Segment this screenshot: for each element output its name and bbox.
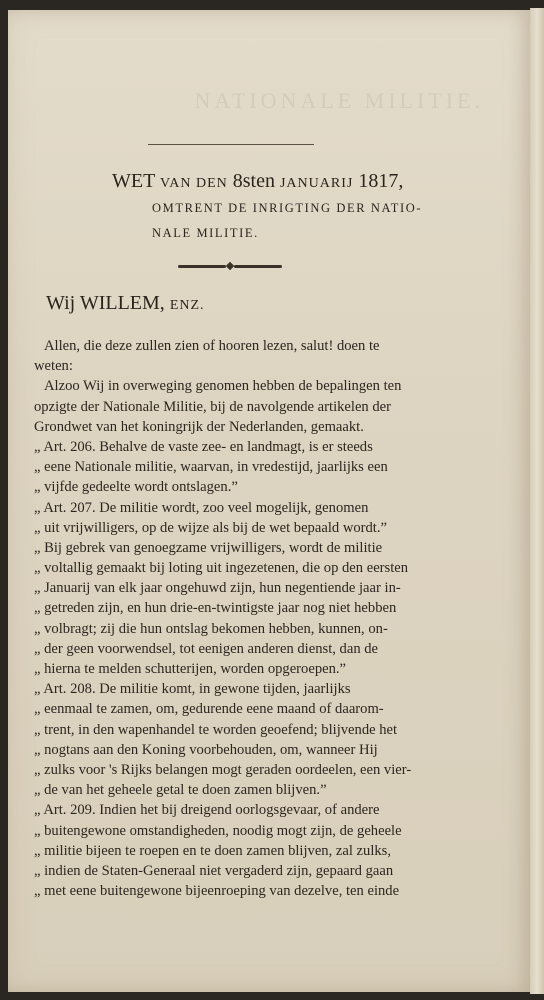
text-line: „ uit vrijwilligers, op de wijze als bij de wet bepaald wordt.”: [34, 519, 387, 536]
text-line: „ indien de Staten-Generaal niet vergaderd zijn, gepaard gaan: [34, 862, 394, 879]
text-line: Allen, die deze zullen zien of hooren lezen, salut! doen te: [44, 338, 380, 354]
body-text: [34, 336, 504, 901]
text-line: „ eene Nationale militie, waarvan, in vredestijd, jaarlijks een: [34, 459, 388, 476]
ornament-divider: [178, 263, 282, 269]
heading-enz: ENZ.: [169, 298, 205, 313]
text-line: „ eenmaal te zamen, om, gedurende eene maand of daarom-: [34, 701, 384, 718]
bleed-through-text: NATIONALE MILITIE.: [194, 88, 484, 113]
text-line: „ volbragt; zij die hun ontslag bekomen hebben, kunnen, on-: [34, 620, 388, 637]
text-line: „ Bij gebrek van genoegzame vrijwilligers, wordt de militie: [34, 539, 383, 556]
text-line: „ militie bijeen te roepen en te doen zamen blijven, zal zulks,: [34, 842, 392, 859]
title-line-1: [112, 170, 442, 193]
text-line: „ trent, in den wapenhandel te worden geoefend; blijvende het: [34, 721, 398, 738]
text-line: „ Art. 208. De militie komt, in gewone tijden, jaarlijks: [34, 681, 351, 698]
text-line: „ vijfde gedeelte wordt ontslagen.”: [34, 479, 238, 496]
text-line: „ Art. 207. De militie wordt, zoo veel mogelijk, genomen: [34, 499, 369, 516]
text-line: „ met eene buitengewone bijeenroeping van dezelve, ten einde: [34, 883, 400, 900]
text-line: „ buitengewone omstandigheden, noodig mogt zijn, de geheele: [34, 822, 402, 839]
text-line: Alzoo Wij in overweging genomen hebben de bepalingen ten: [44, 378, 402, 395]
text-line: „ voltallig gemaakt bij loting uit ingezetenen, die op den eersten: [34, 560, 409, 577]
proclamation-heading: [46, 292, 205, 315]
text-line: „ nogtans aan den Koning voorbehouden, om, wanneer Hij: [34, 741, 378, 758]
text-line: „ hierna te melden schutterijen, worden opgeroepen.”: [34, 661, 347, 677]
text-line: „ zulks voor 's Rijks belangen mogt geraden oordeelen, een vier-: [34, 761, 412, 778]
text-line: „ Art. 209. Indien het bij dreigend oorlogsgevaar, of andere: [34, 802, 380, 819]
text-line: „ getreden zijn, en hun drie-en-twintigste jaar nog niet hebben: [34, 600, 397, 617]
text-line: weten:: [34, 358, 73, 375]
page-edge: [530, 8, 544, 994]
title-word: WET: [112, 170, 155, 192]
title-month: JANUARIJ: [279, 176, 354, 191]
text-line: „ Januarij van elk jaar ongehuwd zijn, hun negentiende jaar in-: [34, 580, 401, 597]
heading-main: Wij WILLEM,: [46, 292, 165, 314]
text-line: „ der geen voorwendsel, tot eenigen anderen dienst, dan de: [34, 640, 379, 657]
text-line: „ de van het geheele getal te doen zamen blijven.”: [34, 782, 327, 799]
title-line-3: NALE MILITIE.: [152, 226, 259, 240]
title-line-2: OMTRENT DE INRIGTING DER NATIO-: [152, 201, 423, 215]
text-line: Grondwet van het koningrijk der Nederlanden, gemaakt.: [34, 418, 364, 435]
title-year: 1817,: [358, 170, 404, 192]
text-line: opzigte der Nationale Militie, bij de navolgende artikelen der: [34, 398, 392, 415]
law-title: [112, 170, 442, 241]
title-small-caps: VAN DEN: [159, 176, 228, 191]
text-line: „ Art. 206. Behalve de vaste zee- en landmagt, is er steeds: [34, 438, 373, 455]
top-rule: [148, 144, 314, 145]
title-date: 8sten: [232, 170, 275, 192]
